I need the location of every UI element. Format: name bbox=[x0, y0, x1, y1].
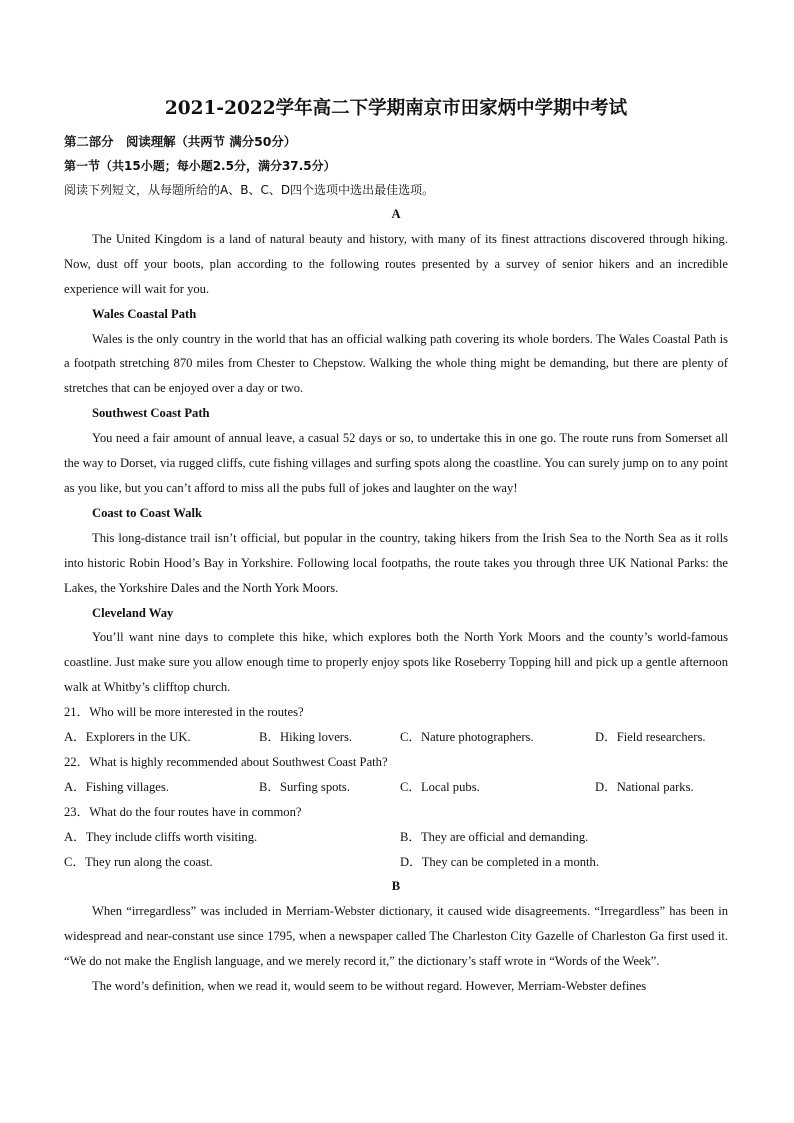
route-text-cleveland: You’ll want nine days to complete this hike, which explores both the North York Moors and the county’s world-famous coastline. Just make sure you allow enough time to properly enjoy spots like Roseberry Topping hill and pick up a gentle afternoon walk at Whitby’s clifftop church. bbox=[64, 630, 728, 695]
option-b: B．Surfing spots. bbox=[259, 779, 350, 794]
option-b: B．Hiking lovers. bbox=[259, 730, 353, 745]
route-heading-wales: Wales Coastal Path bbox=[92, 306, 197, 321]
part-heading: 第二部分 阅读理解（共两节 满分50分） bbox=[64, 134, 297, 149]
option-c: C．Nature photographers. bbox=[400, 730, 534, 745]
option-a: A．Explorers in the UK. bbox=[64, 730, 191, 745]
option-a: A．They include cliffs worth visiting. bbox=[64, 829, 258, 844]
option-c: C．Local pubs. bbox=[400, 779, 480, 794]
question-23-options-row2 bbox=[64, 850, 728, 875]
question-23-options-row1 bbox=[64, 825, 728, 850]
route-text-southwest: You need a fair amount of annual leave, a casual 52 days or so, to undertake this in one go. The route runs from Somerset all the way to Dorset, via rugged cliffs, cute fishing villages and surfing spots along the coastline. You can surely jump on to any point as you like, but you can’t afford to miss all the pubs full of jokes and laughter on the way! bbox=[64, 431, 728, 495]
question-22-options bbox=[64, 775, 728, 800]
passage-b-label: B bbox=[391, 879, 401, 894]
option-b: B．They are official and demanding. bbox=[400, 829, 589, 844]
passage-b-paragraph-2: The word’s definition, when we read it, would seem to be without regard. However, Merriam-Webster defines bbox=[92, 979, 647, 994]
option-d: D．They can be completed in a month. bbox=[400, 854, 599, 869]
option-d: D．National parks. bbox=[595, 779, 694, 794]
section-heading: 第一节（共15小题；每小题2.5分，满分37.5分） bbox=[64, 159, 336, 173]
question-21: 21．Who will be more interested in the routes? bbox=[64, 705, 304, 720]
question-21-options bbox=[64, 725, 728, 750]
option-d: D．Field researchers. bbox=[595, 730, 706, 745]
passage-a-intro: The United Kingdom is a land of natural beauty and history, with many of its finest attractions discovered through hiking. Now, dust off your boots, plan according to the following routes presented by a survey of senior hikers and an incredible experience will wait for you. bbox=[64, 231, 728, 296]
passage-a-label: A bbox=[391, 207, 401, 221]
route-text-wales: Wales is the only country in the world that has an official walking path covering its whole borders. The Wales Coastal Path is a footpath stretching 870 miles from Chester to Chepstow. Walking the whole thing might be demanding, but there are plenty of stretches that can be enjoyed over a day or two. bbox=[64, 331, 728, 396]
route-heading-coast-to-coast: Coast to Coast Walk bbox=[92, 505, 202, 520]
option-c: C．They run along the coast. bbox=[64, 854, 213, 869]
question-22: 22．What is highly recommended about Southwest Coast Path? bbox=[64, 754, 388, 769]
page-title: 2021-2022学年高二下学期南京市田家炳中学期中考试 bbox=[164, 98, 628, 119]
question-23: 23．What do the four routes have in common? bbox=[64, 804, 302, 819]
route-text-coast-to-coast: This long-distance trail isn’t official, but popular in the country, taking hikers from the Irish Sea to the North Sea as it rolls into historic Robin Hood’s Bay in Yorkshire. Following local footpaths, the route takes you through three UK National Parks: the Lakes, the Yorkshire Dales and the North York Moors. bbox=[64, 530, 728, 595]
instruction-text: 阅读下列短文，从每题所给的A、B、C、D四个选项中选出最佳选项。 bbox=[64, 183, 435, 197]
route-heading-southwest: Southwest Coast Path bbox=[92, 406, 210, 421]
option-a: A．Fishing villages. bbox=[64, 779, 169, 794]
route-heading-cleveland: Cleveland Way bbox=[92, 605, 174, 620]
passage-b-paragraph-1: When “irregardless” was included in Merriam-Webster dictionary, it caused wide disagreements. “Irregardless” has been in widespread and near-constant use since 1795, when a newspaper called The Charleston City Gazelle of Charleston Ga first used it. “We do not make the English language, and we merely record it,” the dictionary’s staff wrote in “Words of the Week”. bbox=[64, 904, 728, 969]
